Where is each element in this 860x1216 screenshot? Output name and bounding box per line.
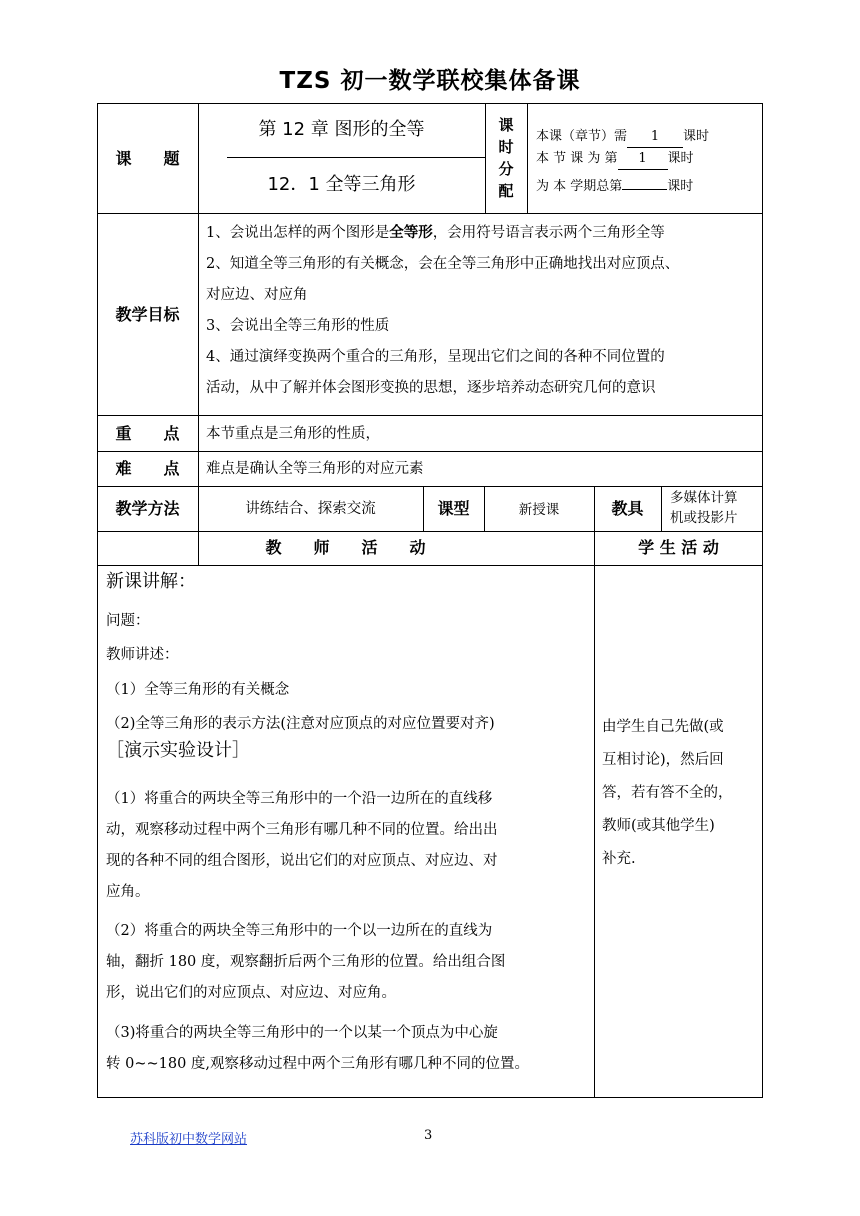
demo-line: 轴，翻折 180 度，观察翻折后两个三角形的位置。给出组合图 [106, 954, 506, 970]
method-value: 讲练结合、探索交流 [245, 501, 376, 517]
period-row [536, 127, 709, 148]
period-row-text: 本课（章节）需 [536, 129, 628, 144]
lesson-label: 课 题 [115, 149, 180, 168]
lecture-label: 教师讲述： [106, 647, 179, 663]
col-divider [594, 486, 595, 1098]
key-point-text: 本节重点是三角形的性质， [206, 426, 380, 442]
tools-line: 机或投影片 [670, 510, 738, 526]
objective-line: 3、会说出全等三角形的性质 [206, 318, 390, 334]
period-row-text: 为 本 学期总第 [536, 179, 623, 194]
period-row [536, 171, 693, 197]
demo-step [106, 916, 505, 1009]
row-divider [97, 415, 763, 416]
demo-step [106, 784, 498, 908]
objective-line: 4、通过演绎变换两个重合的三角形，呈现出它们之间的各种不同位置的 [206, 349, 665, 365]
row-divider [97, 213, 763, 214]
objective-line: 对应边、对应角 [206, 287, 308, 303]
demo-line: 应角。 [106, 884, 150, 900]
objectives-label: 教学目标 [115, 305, 180, 324]
key-point-label: 重 点 [115, 424, 180, 443]
objective-line: 1、会说出怎样的两个图形是全等形，会用符号语言表示两个三角形全等 [206, 225, 665, 241]
tools-line: 多媒体计算 [670, 490, 738, 506]
row-divider [227, 157, 485, 158]
lesson-type-value: 新授课 [518, 502, 560, 518]
row-divider [97, 486, 763, 487]
demo-line: 现的各种不同的组合图形，说出它们的对应顶点、对应边、对 [106, 853, 498, 869]
demo-line: 转 0~~180 度,观察移动过程中两个三角形有哪几种不同的位置。 [106, 1056, 530, 1072]
period-label [485, 114, 527, 202]
objective-line: 2、知道全等三角形的有关概念，会在全等三角形中正确地找出对应顶点、 [206, 256, 680, 272]
difficulty-label: 难 点 [115, 459, 180, 478]
row-divider [97, 565, 763, 566]
tools-label: 教具 [611, 499, 644, 518]
student-line: 补充. [602, 851, 636, 867]
chapter-title: 第 12 章 图形的全等 [258, 119, 425, 140]
demo-step [106, 1018, 529, 1080]
activity-item: （2)全等三角形的表示方法(注意对应顶点的对应位置要对齐) [106, 716, 495, 732]
period-row-unit: 课时 [667, 179, 694, 194]
demo-line: （3)将重合的两块全等三角形中的一个以某一个顶点为中心旋 [106, 1025, 498, 1041]
student-line: 互相讨论)，然后回 [602, 752, 724, 768]
student-line: 由学生自己先做(或 [602, 719, 724, 735]
footer-site-link[interactable]: 苏科版初中数学网站 [130, 1132, 248, 1147]
lesson-type-label: 课型 [437, 499, 470, 518]
row-divider [97, 531, 763, 532]
period-label-char: 配 [498, 182, 514, 200]
period-row-text: 本 节 课 为 第 [536, 151, 618, 166]
period-row-unit: 课时 [667, 151, 694, 166]
row-divider [97, 451, 763, 452]
student-activity-header: 学 生 活 动 [638, 538, 719, 557]
col-divider [661, 486, 662, 531]
method-label: 教学方法 [115, 499, 180, 518]
period-label-char: 时 [498, 138, 514, 156]
student-line: 教师(或其他学生) [602, 818, 715, 834]
teacher-activity-header: 教 师 活 动 [265, 538, 426, 557]
difficulty-text: 难点是确认全等三角形的对应元素 [206, 461, 424, 477]
student-activity-text [602, 711, 733, 876]
tools-value [670, 488, 738, 528]
demo-line: 动，观察移动过程中两个三角形有哪几种不同的位置。给出出 [106, 822, 498, 838]
question-label: 问题： [106, 613, 150, 629]
page-number: 3 [424, 1128, 433, 1143]
col-divider [527, 103, 528, 213]
objective-line: 活动，从中了解并体会图形变换的思想，逐步培养动态研究几何的意识 [206, 380, 656, 396]
period-label-char: 课 [498, 116, 514, 134]
objectives-text [206, 218, 679, 404]
demo-heading: ［演示实验设计］ [106, 740, 250, 761]
period-value: 1 [627, 127, 683, 148]
new-lesson-heading: 新课讲解： [106, 571, 196, 592]
period-label-char: 分 [498, 160, 514, 178]
activity-item: （1）全等三角形的有关概念 [106, 682, 290, 698]
demo-line: 形，说出它们的对应顶点、对应边、对应角。 [106, 985, 396, 1001]
section-title: 12．1 全等三角形 [267, 174, 416, 195]
period-row-unit: 课时 [683, 129, 710, 144]
period-value: 1 [618, 149, 668, 170]
demo-line: （1）将重合的两块全等三角形中的一个沿一边所在的直线移 [106, 791, 493, 807]
period-row [536, 149, 694, 170]
student-line: 答，若有答不全的， [602, 785, 733, 801]
period-value [622, 171, 667, 190]
document-title: TZS 初一数学联校集体备课 [279, 68, 581, 94]
demo-line: （2）将重合的两块全等三角形中的一个以一边所在的直线为 [106, 923, 493, 939]
